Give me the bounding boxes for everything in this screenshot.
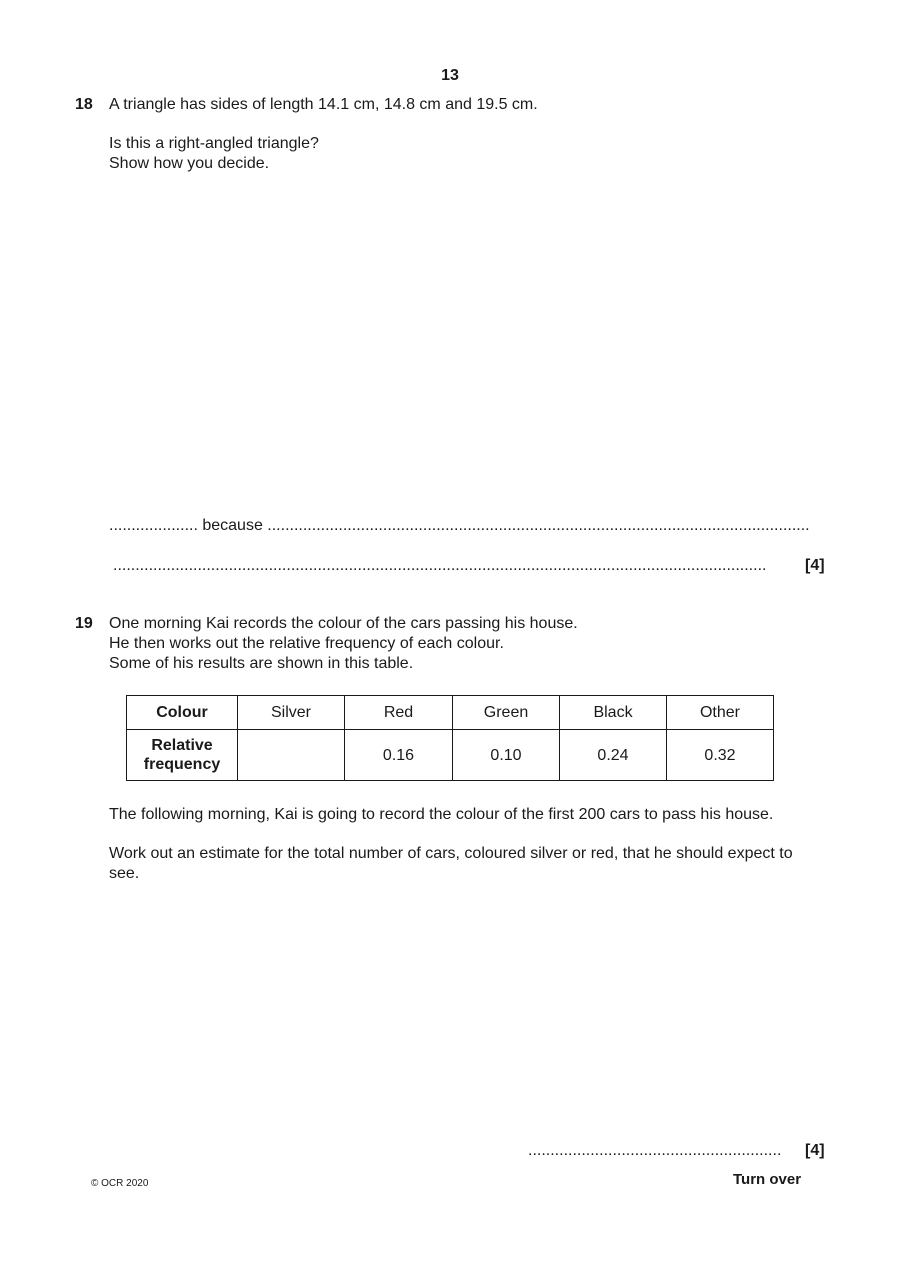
question-18-prompt: Is this a right-angled triangle? [109,135,319,152]
question-19-paragraph-2-line-1: Work out an estimate for the total number of cars, coloured silver or red, that he should expect to [109,845,793,862]
question-18-text: A triangle has sides of length 14.1 cm, 14.8 cm and 19.5 cm. [109,96,538,113]
table-cell-colour: Red [345,696,453,730]
question-19-answer-line[interactable]: ......................................................... [528,1142,782,1159]
table-header-colour: Colour [127,696,238,730]
table-cell-frequency: 0.24 [560,730,667,781]
table-cell-colour: Green [453,696,560,730]
table-cell-frequency: 0.16 [345,730,453,781]
row-label-line-2: frequency [143,756,221,773]
page-number: 13 [441,67,459,84]
table-cell-frequency-silver[interactable] [238,730,345,781]
turn-over-label: Turn over [733,1171,802,1188]
question-19-text-line-3: Some of his results are shown in this table. [109,655,414,672]
question-18-marks: [4] [805,557,825,574]
question-19-paragraph-1: The following morning, Kai is going to record the colour of the first 200 cars to pass his house. [109,806,774,823]
question-18-reason-line[interactable]: ................................................................................................................................................... [113,557,767,574]
row-label-line-1: Relative [151,737,213,754]
table-header-relative-frequency [127,730,238,781]
question-19-text-line-1: One morning Kai records the colour of the cars passing his house. [109,615,578,632]
question-19-text-line-2: He then works out the relative frequency of each colour. [109,635,504,652]
table-cell-colour: Black [560,696,667,730]
question-19-number: 19 [75,615,93,632]
table-cell-colour: Silver [238,696,345,730]
table-cell-frequency: 0.10 [453,730,560,781]
table-cell-colour: Other [667,696,774,730]
relative-frequency-table [126,695,774,781]
table-row-frequency [127,730,774,781]
copyright-notice: © OCR 2020 [91,1178,149,1189]
question-19-marks: [4] [805,1142,825,1159]
question-18-answer-line[interactable]: .................... because .......................................................................................................................... [109,517,810,534]
question-18-instruction: Show how you decide. [109,155,270,172]
question-19-paragraph-2-line-2: see. [109,865,140,882]
question-18-number: 18 [75,96,93,113]
table-row-colour [127,696,774,730]
table-cell-frequency: 0.32 [667,730,774,781]
